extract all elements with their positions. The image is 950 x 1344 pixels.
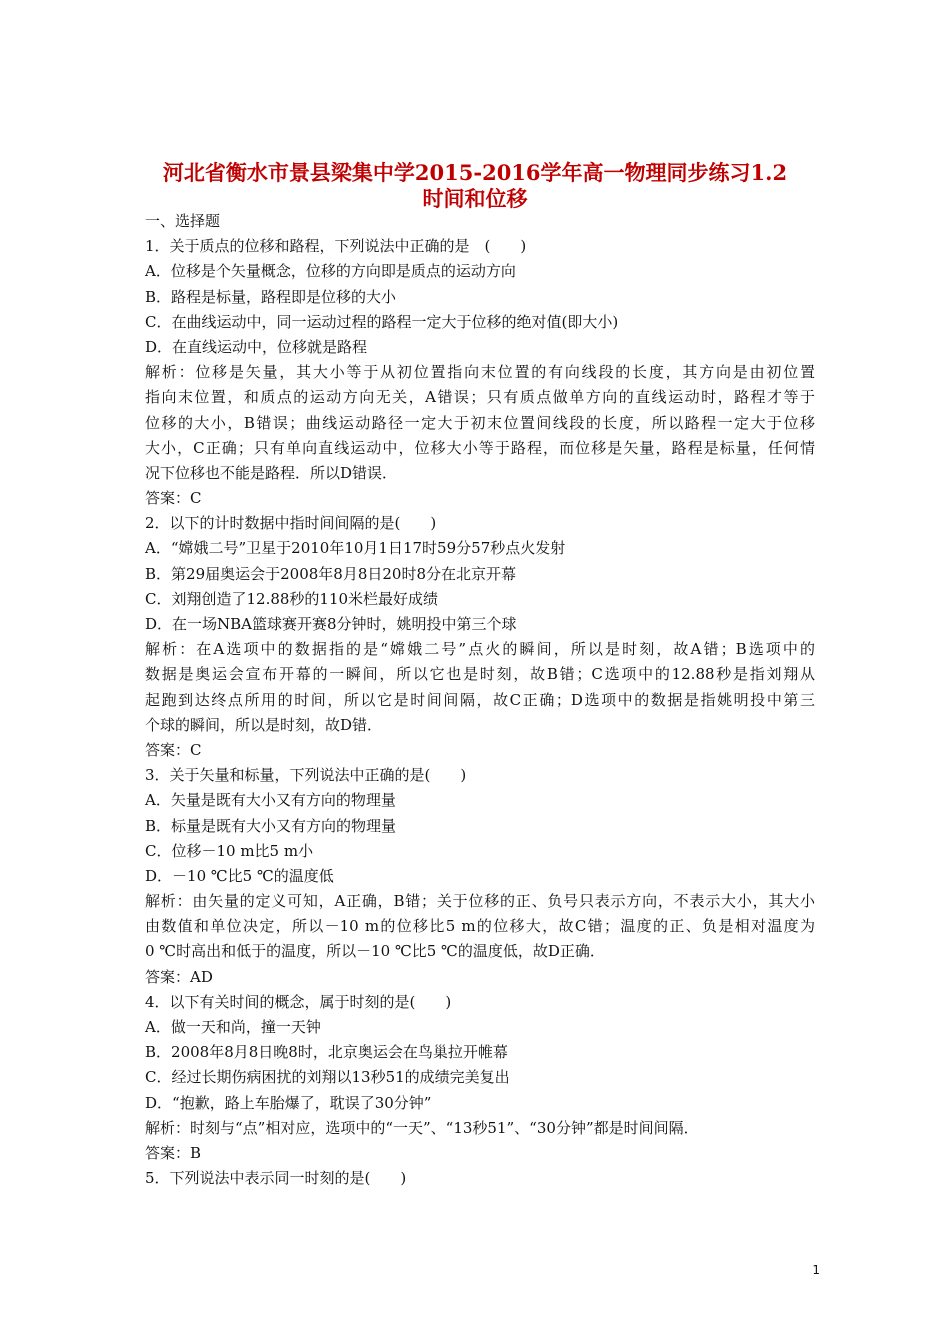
text-line: 2．以下的计时数据中指时间间隔的是( ) <box>145 514 437 533</box>
document-body <box>145 209 815 1191</box>
text-line: 3．关于矢量和标量，下列说法中正确的是( ) <box>145 766 467 785</box>
text-line: C．刘翔创造了12.88秒的110米栏最好成绩 <box>145 589 439 608</box>
text-line: A．位移是个矢量概念，位移的方向即是质点的运动方向 <box>145 262 516 281</box>
text-line: 况下位移也不能是路程．所以D错误． <box>145 463 398 482</box>
page-number: 1 <box>812 1263 820 1277</box>
text-line: C．位移－10 m比5 m小 <box>145 841 314 860</box>
document-title-line-1: 河北省衡水市景县梁集中学2015-2016学年高一物理同步练习1.2 <box>162 160 788 185</box>
text-line: B．2008年8月8日晚8时，北京奥运会在鸟巢拉开帷幕 <box>145 1043 508 1062</box>
text-line: B．第29届奥运会于2008年8月8日20时8分在北京开幕 <box>145 564 517 583</box>
text-line: 由数值和单位决定，所以－10 m的位移比5 m的位移大，故C错；温度的正、负是相对温度为 <box>145 917 815 936</box>
text-line: C．经过长期伤病困扰的刘翔以13秒51的成绩完美复出 <box>145 1068 510 1087</box>
text-line: 5．下列说法中表示同一时刻的是( ) <box>145 1169 407 1188</box>
text-line: D．“抱歉，路上车胎爆了，耽误了30分钟” <box>145 1093 432 1112</box>
text-line: 答案：C <box>145 740 202 759</box>
text-line: 解析：由矢量的定义可知，A正确，B错；关于位移的正、负号只表示方向，不表示大小，其大小 <box>145 892 815 911</box>
document-title-line-2: 时间和位移 <box>422 186 528 211</box>
text-line: 0 ℃时高出和低于的温度，所以－10 ℃比5 ℃的温度低，故D正确． <box>145 942 605 961</box>
text-line: B．标量是既有大小又有方向的物理量 <box>145 816 397 835</box>
text-line: A．做一天和尚，撞一天钟 <box>145 1018 321 1036</box>
text-line: C．在曲线运动中，同一运动过程的路程一定大于位移的绝对值(即大小) <box>145 312 619 331</box>
text-line: 解析：在A选项中的数据指的是“嫦娥二号”点火的瞬间，所以是时刻，故A错；B选项中的 <box>145 640 815 659</box>
text-line: 解析：时刻与“点”相对应，选项中的“一天”、“13秒51”、“30分钟”都是时间间隔． <box>145 1118 699 1137</box>
text-line: A．“嫦娥二号”卫星于2010年10月1日17时59分57秒点火发射 <box>145 539 566 558</box>
text-line: 起跑到达终点所用的时间，所以它是时间间隔，故C正确；D选项中的数据是指姚明投中第三 <box>145 690 815 709</box>
text-line: 答案：C <box>145 489 202 508</box>
text-line: D．在直线运动中，位移就是路程 <box>145 337 368 356</box>
text-line: A．矢量是既有大小又有方向的物理量 <box>145 791 396 810</box>
text-line: D．－10 ℃比5 ℃的温度低 <box>145 866 334 885</box>
text-line: 位移的大小，B错误；曲线运动路径一定大于初末位置间线段的长度，所以路程一定大于位移 <box>145 413 815 432</box>
text-line: 大小，C正确；只有单向直线运动中，位移大小等于路程，而位移是矢量，路程是标量，任何情 <box>145 438 815 457</box>
text-line: 答案：B <box>145 1143 202 1162</box>
text-line: D．在一场NBA篮球赛开赛8分钟时，姚明投中第三个球 <box>145 615 517 633</box>
section-heading: 一、选择题 <box>145 212 221 230</box>
text-line: 指向末位置，和质点的运动方向无关，A错误；只有质点做单方向的直线运动时，路程才等于 <box>145 388 815 407</box>
text-line: B．路程是标量，路程即是位移的大小 <box>145 287 397 306</box>
text-line: 1．关于质点的位移和路程，下列说法中正确的是 ( ) <box>145 237 527 256</box>
text-line: 数据是奥运会宣布开幕的一瞬间，所以它也是时刻，故B错；C选项中的12.88秒是指刘翔从 <box>145 665 815 684</box>
text-line: 解析：位移是矢量，其大小等于从初位置指向末位置的有向线段的长度，其方向是由初位置 <box>145 363 815 382</box>
text-line: 4．以下有关时间的概念，属于时刻的是( ) <box>145 992 452 1011</box>
text-line: 个球的瞬间，所以是时刻，故D错． <box>145 715 383 734</box>
text-line: 答案：AD <box>145 967 213 986</box>
